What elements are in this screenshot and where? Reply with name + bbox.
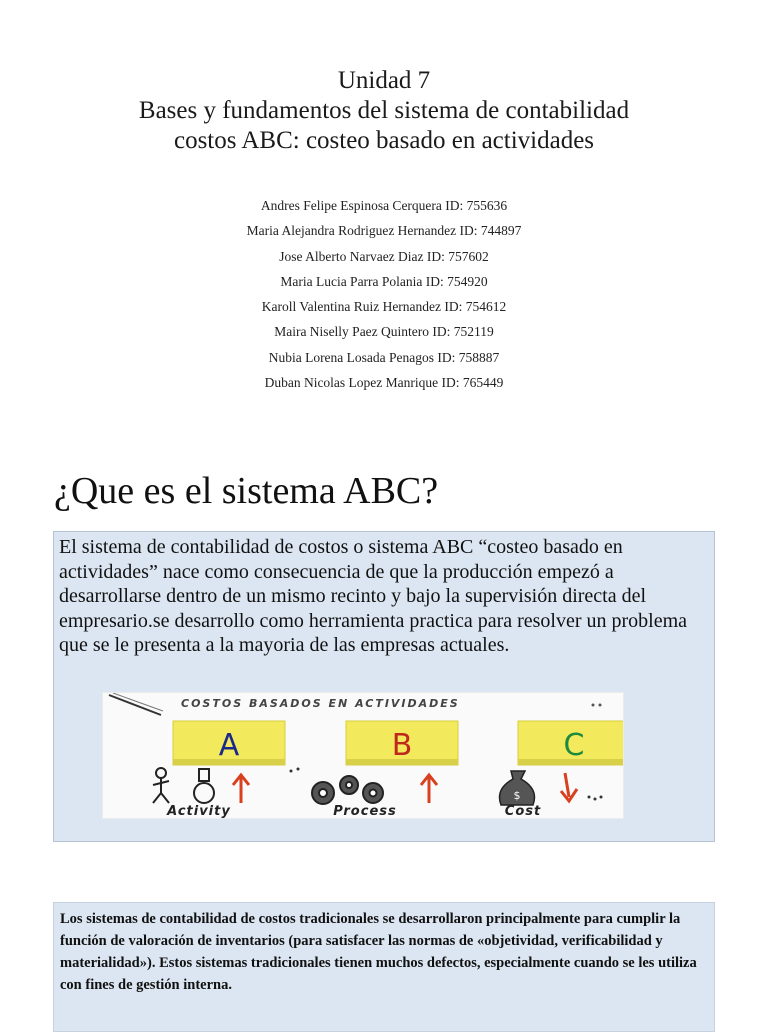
author-item: Duban Nicolas Lopez Manrique ID: 765449 [264, 375, 504, 391]
author-item: Karoll Valentina Ruiz Hernandez ID: 754612 [261, 299, 507, 315]
sticky-note-b [346, 721, 458, 765]
title-line-2: costos ABC: costeo basado en actividades [173, 127, 595, 154]
unit-title: Unidad 7 [337, 67, 431, 94]
definition-paragraph: El sistema de contabilidad de costos o sistema ABC “costeo basado en actividades” nace como consecuencia de que la producción empezó a desarrollarse dentro de un mismo recinto y bajo la supervisión directa del empresario.se desarrollo como herramienta practica para resolver un problema que se le presenta a la mayoria de las empresas actuales. [59, 536, 688, 656]
traditional-systems-paragraph: Los sistemas de contabilidad de costos tradicionales se desarrollaron principalmente para cumplir la función de valoración de inventarios (para satisfacer las normas de «objetividad, verificabilidad y materialidad»). Estos sistemas tradicionales tienen muchos defectos, especialmente cuando se les utiliza con fines de gestión interna. [60, 911, 697, 993]
figure-heading: COSTOS BASADOS EN ACTIVIDADES [181, 697, 460, 710]
document-title [0, 66, 768, 156]
activity-icon [153, 768, 214, 803]
abc-figure [102, 692, 624, 819]
note-letter-a: A [218, 728, 240, 763]
gears-icon [312, 776, 383, 804]
sticky-note-c [518, 721, 623, 765]
definition-box [53, 531, 715, 842]
abc-figure-drawing [103, 693, 623, 818]
author-item: Maira Niselly Paez Quintero ID: 752119 [274, 324, 494, 340]
caption-cost: Cost [504, 804, 542, 818]
arrow-up-icon [421, 775, 437, 803]
author-item: Maria Lucia Parra Polania ID: 754920 [280, 273, 488, 289]
caption-activity: Activity [167, 804, 231, 818]
arrow-down-icon [561, 773, 577, 801]
note-letter-c: C [563, 728, 585, 763]
svg-text:$: $ [513, 789, 521, 802]
money-bag-icon [500, 771, 535, 805]
title-line-1: Bases y fundamentos del sistema de contabilidad [138, 97, 630, 124]
note-letter-b: B [391, 728, 413, 763]
traditional-systems-box [53, 902, 715, 1032]
caption-process: Process [333, 804, 397, 818]
author-item: Andres Felipe Espinosa Cerquera ID: 755636 [260, 198, 508, 213]
arrow-up-icon [233, 775, 249, 803]
pencil-icon [109, 693, 163, 715]
section-heading: ¿Que es el sistema ABC? [54, 470, 439, 512]
author-item: Maria Alejandra Rodriguez Hernandez ID: 744897 [246, 223, 522, 239]
author-list [0, 193, 768, 395]
author-item: Jose Alberto Narvaez Diaz ID: 757602 [279, 248, 489, 264]
sticky-note-a [173, 721, 285, 765]
author-item: Nubia Lorena Losada Penagos ID: 758887 [268, 349, 500, 365]
